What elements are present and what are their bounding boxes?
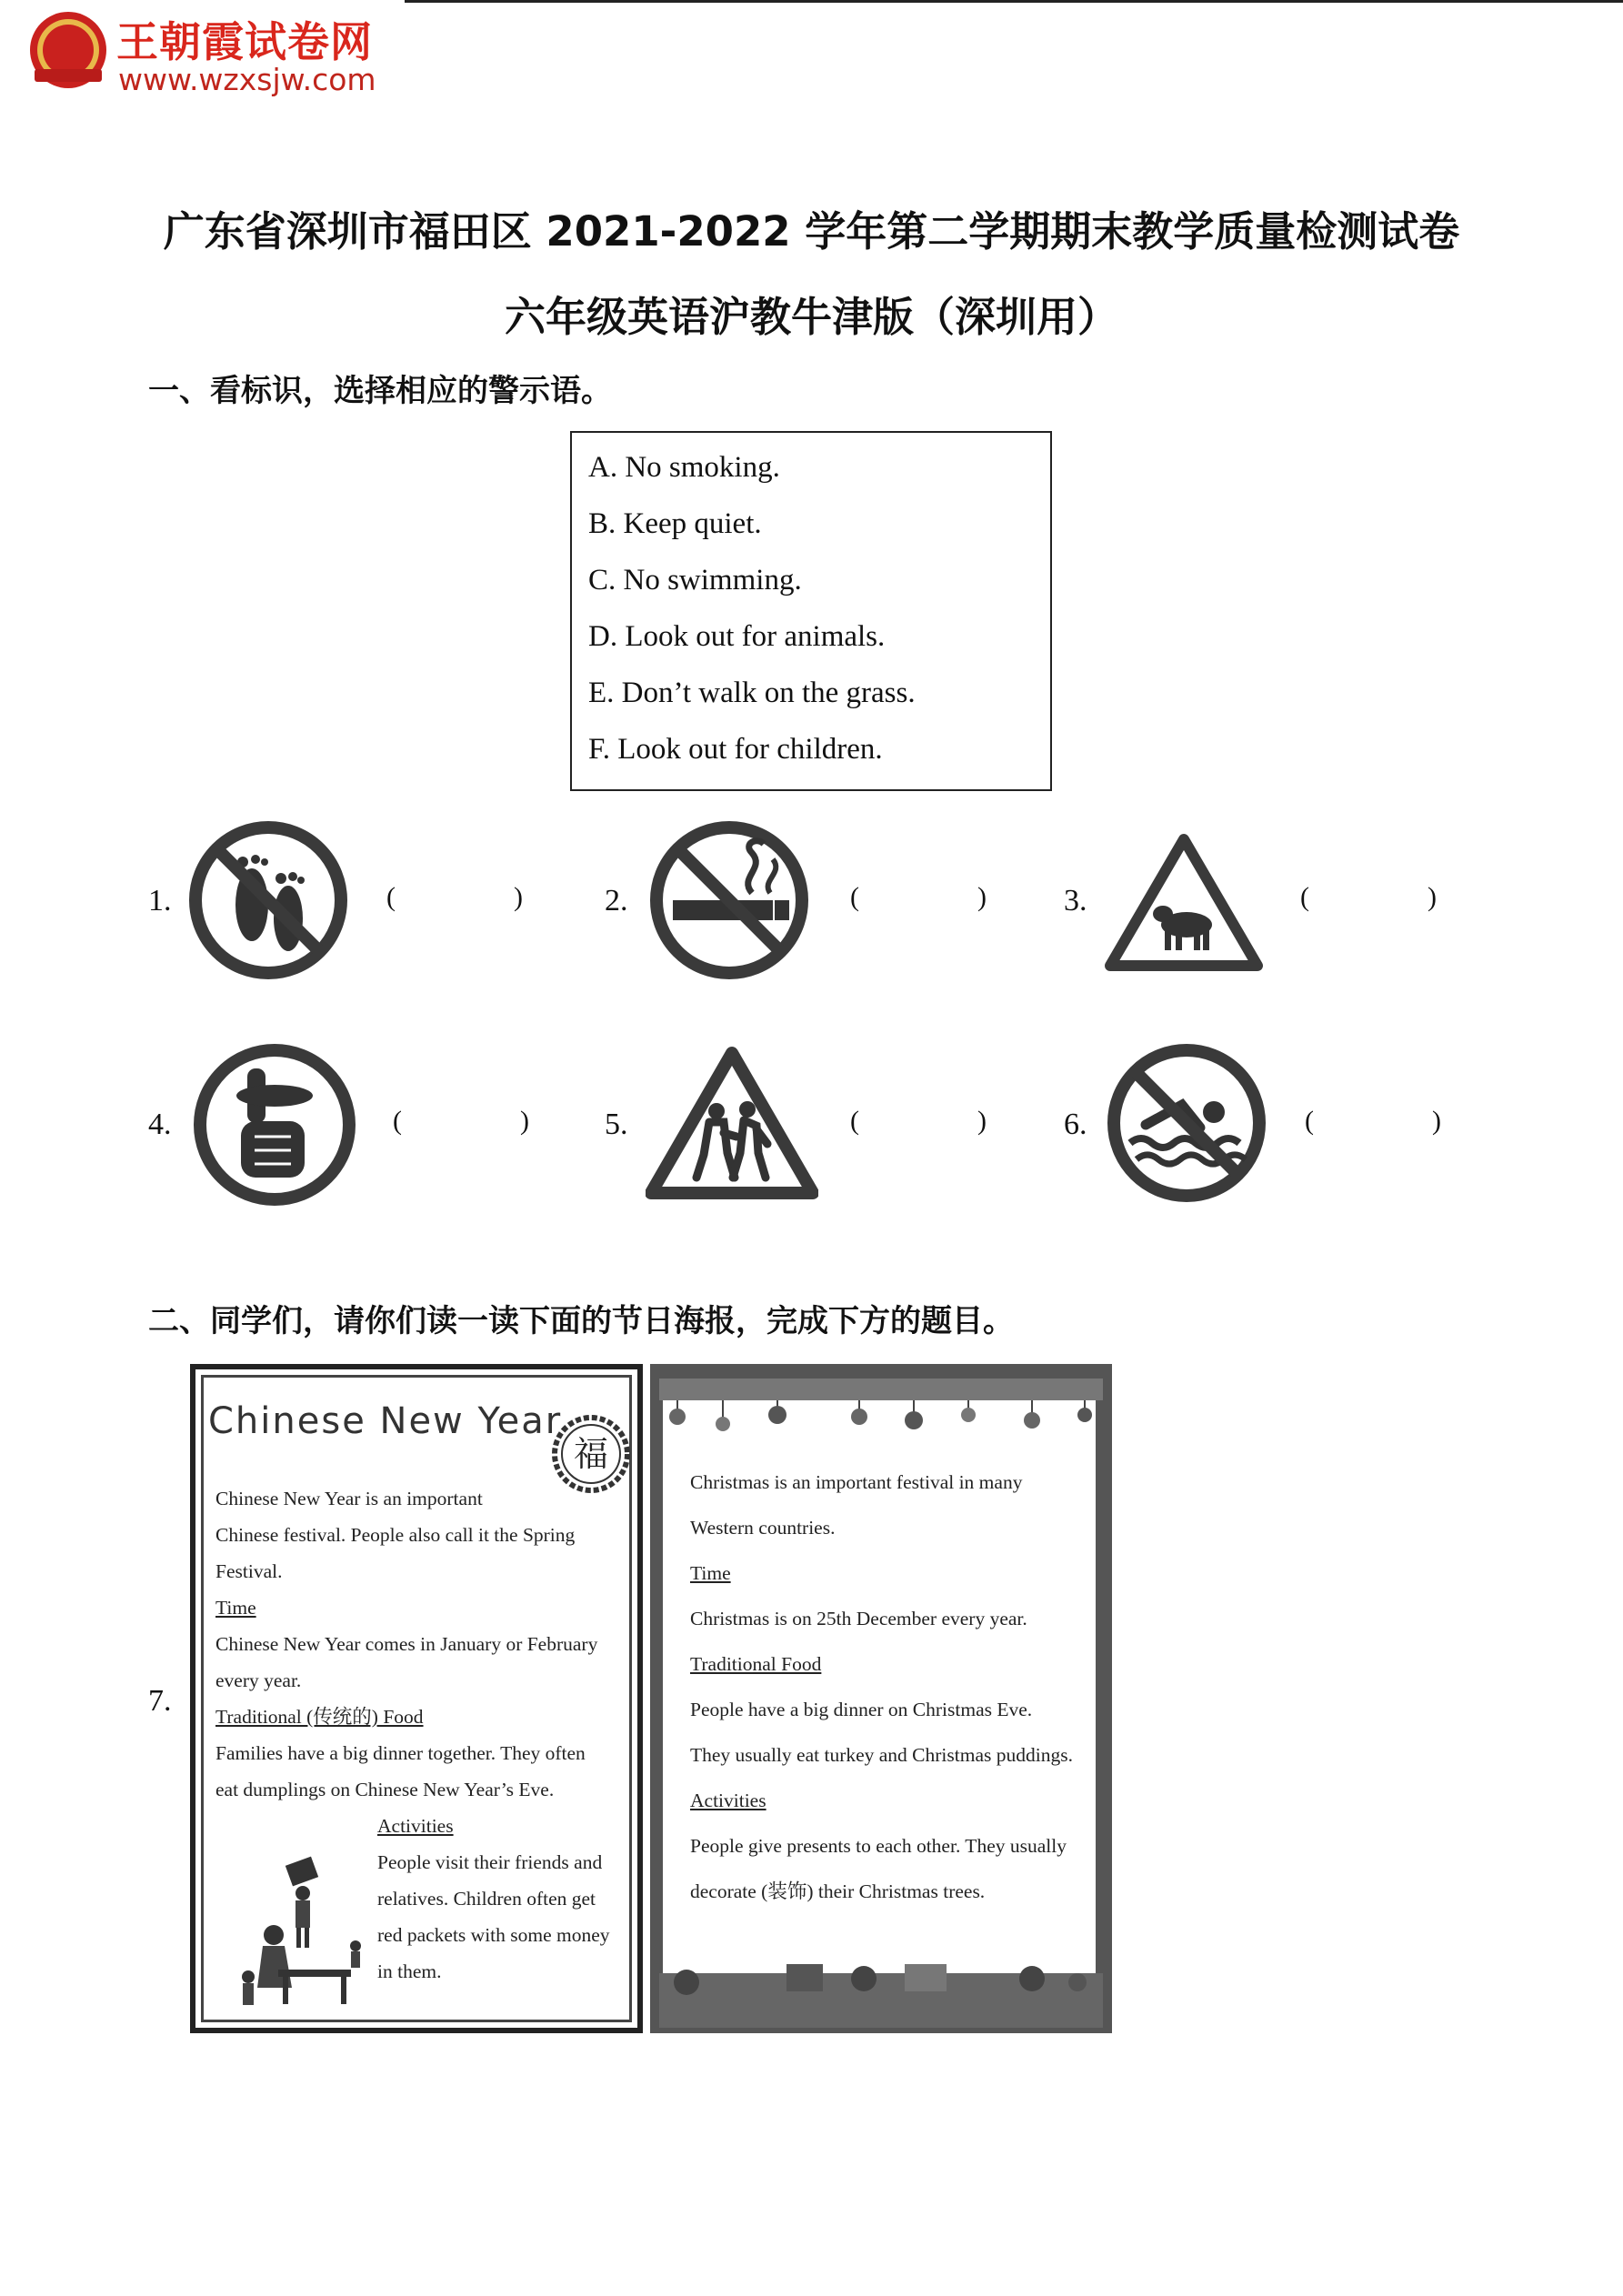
xmas-food-line: People have a big dinner on Christmas Eve. — [690, 1699, 1033, 1720]
cny-intro-line: Chinese festival. People also call it the Spring — [215, 1524, 576, 1546]
cny-food-heading: Traditional (传统的) Food — [215, 1706, 424, 1728]
cny-activities-line: People visit their friends and — [377, 1851, 603, 1873]
no-walking-on-grass-icon — [186, 818, 350, 982]
cny-time-heading: Time — [215, 1597, 256, 1619]
cny-activities-line: relatives. Children often get — [377, 1888, 596, 1910]
option-b: B. Keep quiet. — [588, 507, 762, 540]
site-logo-icon — [27, 9, 109, 91]
answer-blank-4[interactable]: ( ) — [393, 1106, 529, 1136]
cny-food-line: Families have a big dinner together. They often — [215, 1742, 586, 1764]
option-a: A. No smoking. — [588, 451, 780, 484]
option-f: F. Look out for children. — [588, 733, 883, 766]
xmas-activities-line: People give presents to each other. They usually — [690, 1835, 1067, 1857]
xmas-food-heading: Traditional Food — [690, 1653, 822, 1675]
question-4-number: 4. — [148, 1108, 172, 1141]
xmas-activities-heading: Activities — [690, 1790, 766, 1811]
cny-food-line: eat dumplings on Chinese New Year’s Eve. — [215, 1779, 555, 1800]
cny-activities-line: in them. — [377, 1960, 442, 1982]
cny-time-line: every year. — [215, 1669, 302, 1691]
cny-activities-heading: Activities — [377, 1815, 454, 1837]
question-2-number: 2. — [605, 884, 628, 917]
question-6-number: 6. — [1064, 1108, 1087, 1141]
keep-quiet-icon — [191, 1041, 359, 1209]
section1-heading: 一、看标识，选择相应的警示语。 — [148, 373, 612, 409]
children-warning-icon — [646, 1046, 818, 1200]
top-rule — [405, 0, 1623, 3]
cny-activities-line: red packets with some money — [377, 1924, 610, 1946]
xmas-intro-line: Western countries. — [690, 1517, 836, 1539]
section2-heading: 二、同学们，请你们读一读下面的节日海报，完成下方的题目。 — [148, 1303, 1014, 1339]
no-swimming-icon — [1105, 1041, 1268, 1205]
question-3-number: 3. — [1064, 884, 1087, 917]
option-d: D. Look out for animals. — [588, 620, 886, 653]
xmas-food-line: They usually eat turkey and Christmas puddings. — [690, 1744, 1073, 1766]
question-5-number: 5. — [605, 1108, 628, 1141]
option-c: C. No swimming. — [588, 564, 802, 597]
answer-blank-2[interactable]: ( ) — [850, 882, 987, 912]
christmas-poster — [650, 1364, 1112, 2033]
animal-warning-icon — [1105, 832, 1264, 973]
cny-time-line: Chinese New Year comes in January or February — [215, 1633, 598, 1655]
chinese-new-year-poster — [190, 1364, 643, 2033]
options-box — [570, 431, 1052, 791]
cny-poster-title: Chinese New Year — [208, 1400, 563, 1442]
no-smoking-icon — [647, 818, 811, 982]
xmas-intro-line: Christmas is an important festival in many — [690, 1471, 1023, 1493]
site-brand: 王朝霞试卷网 — [116, 17, 373, 66]
question-7-number: 7. — [148, 1684, 172, 1718]
page-subtitle: 六年级英语沪教牛津版（深圳用） — [504, 293, 1118, 341]
cny-intro-line: Festival. — [215, 1560, 283, 1582]
xmas-time-line: Christmas is on 25th December every year. — [690, 1608, 1027, 1629]
answer-blank-1[interactable]: ( ) — [386, 882, 523, 912]
cny-intro-line: Chinese New Year is an important — [215, 1488, 483, 1509]
answer-blank-3[interactable]: ( ) — [1300, 882, 1437, 912]
family-illustration-icon — [228, 1833, 374, 2015]
site-url[interactable]: www.wzxsjw.com — [118, 62, 376, 97]
svg-text:福: 福 — [573, 1434, 609, 1474]
answer-blank-6[interactable]: ( ) — [1305, 1106, 1441, 1136]
xmas-activities-line: decorate (装饰) their Christmas trees. — [690, 1880, 986, 1902]
page-title: 广东省深圳市福田区 2021-2022 学年第二学期期末教学质量检测试卷 — [163, 207, 1460, 256]
question-1-number: 1. — [148, 884, 172, 917]
answer-blank-5[interactable]: ( ) — [850, 1106, 987, 1136]
xmas-time-heading: Time — [690, 1562, 731, 1584]
option-e: E. Don’t walk on the grass. — [588, 677, 916, 709]
